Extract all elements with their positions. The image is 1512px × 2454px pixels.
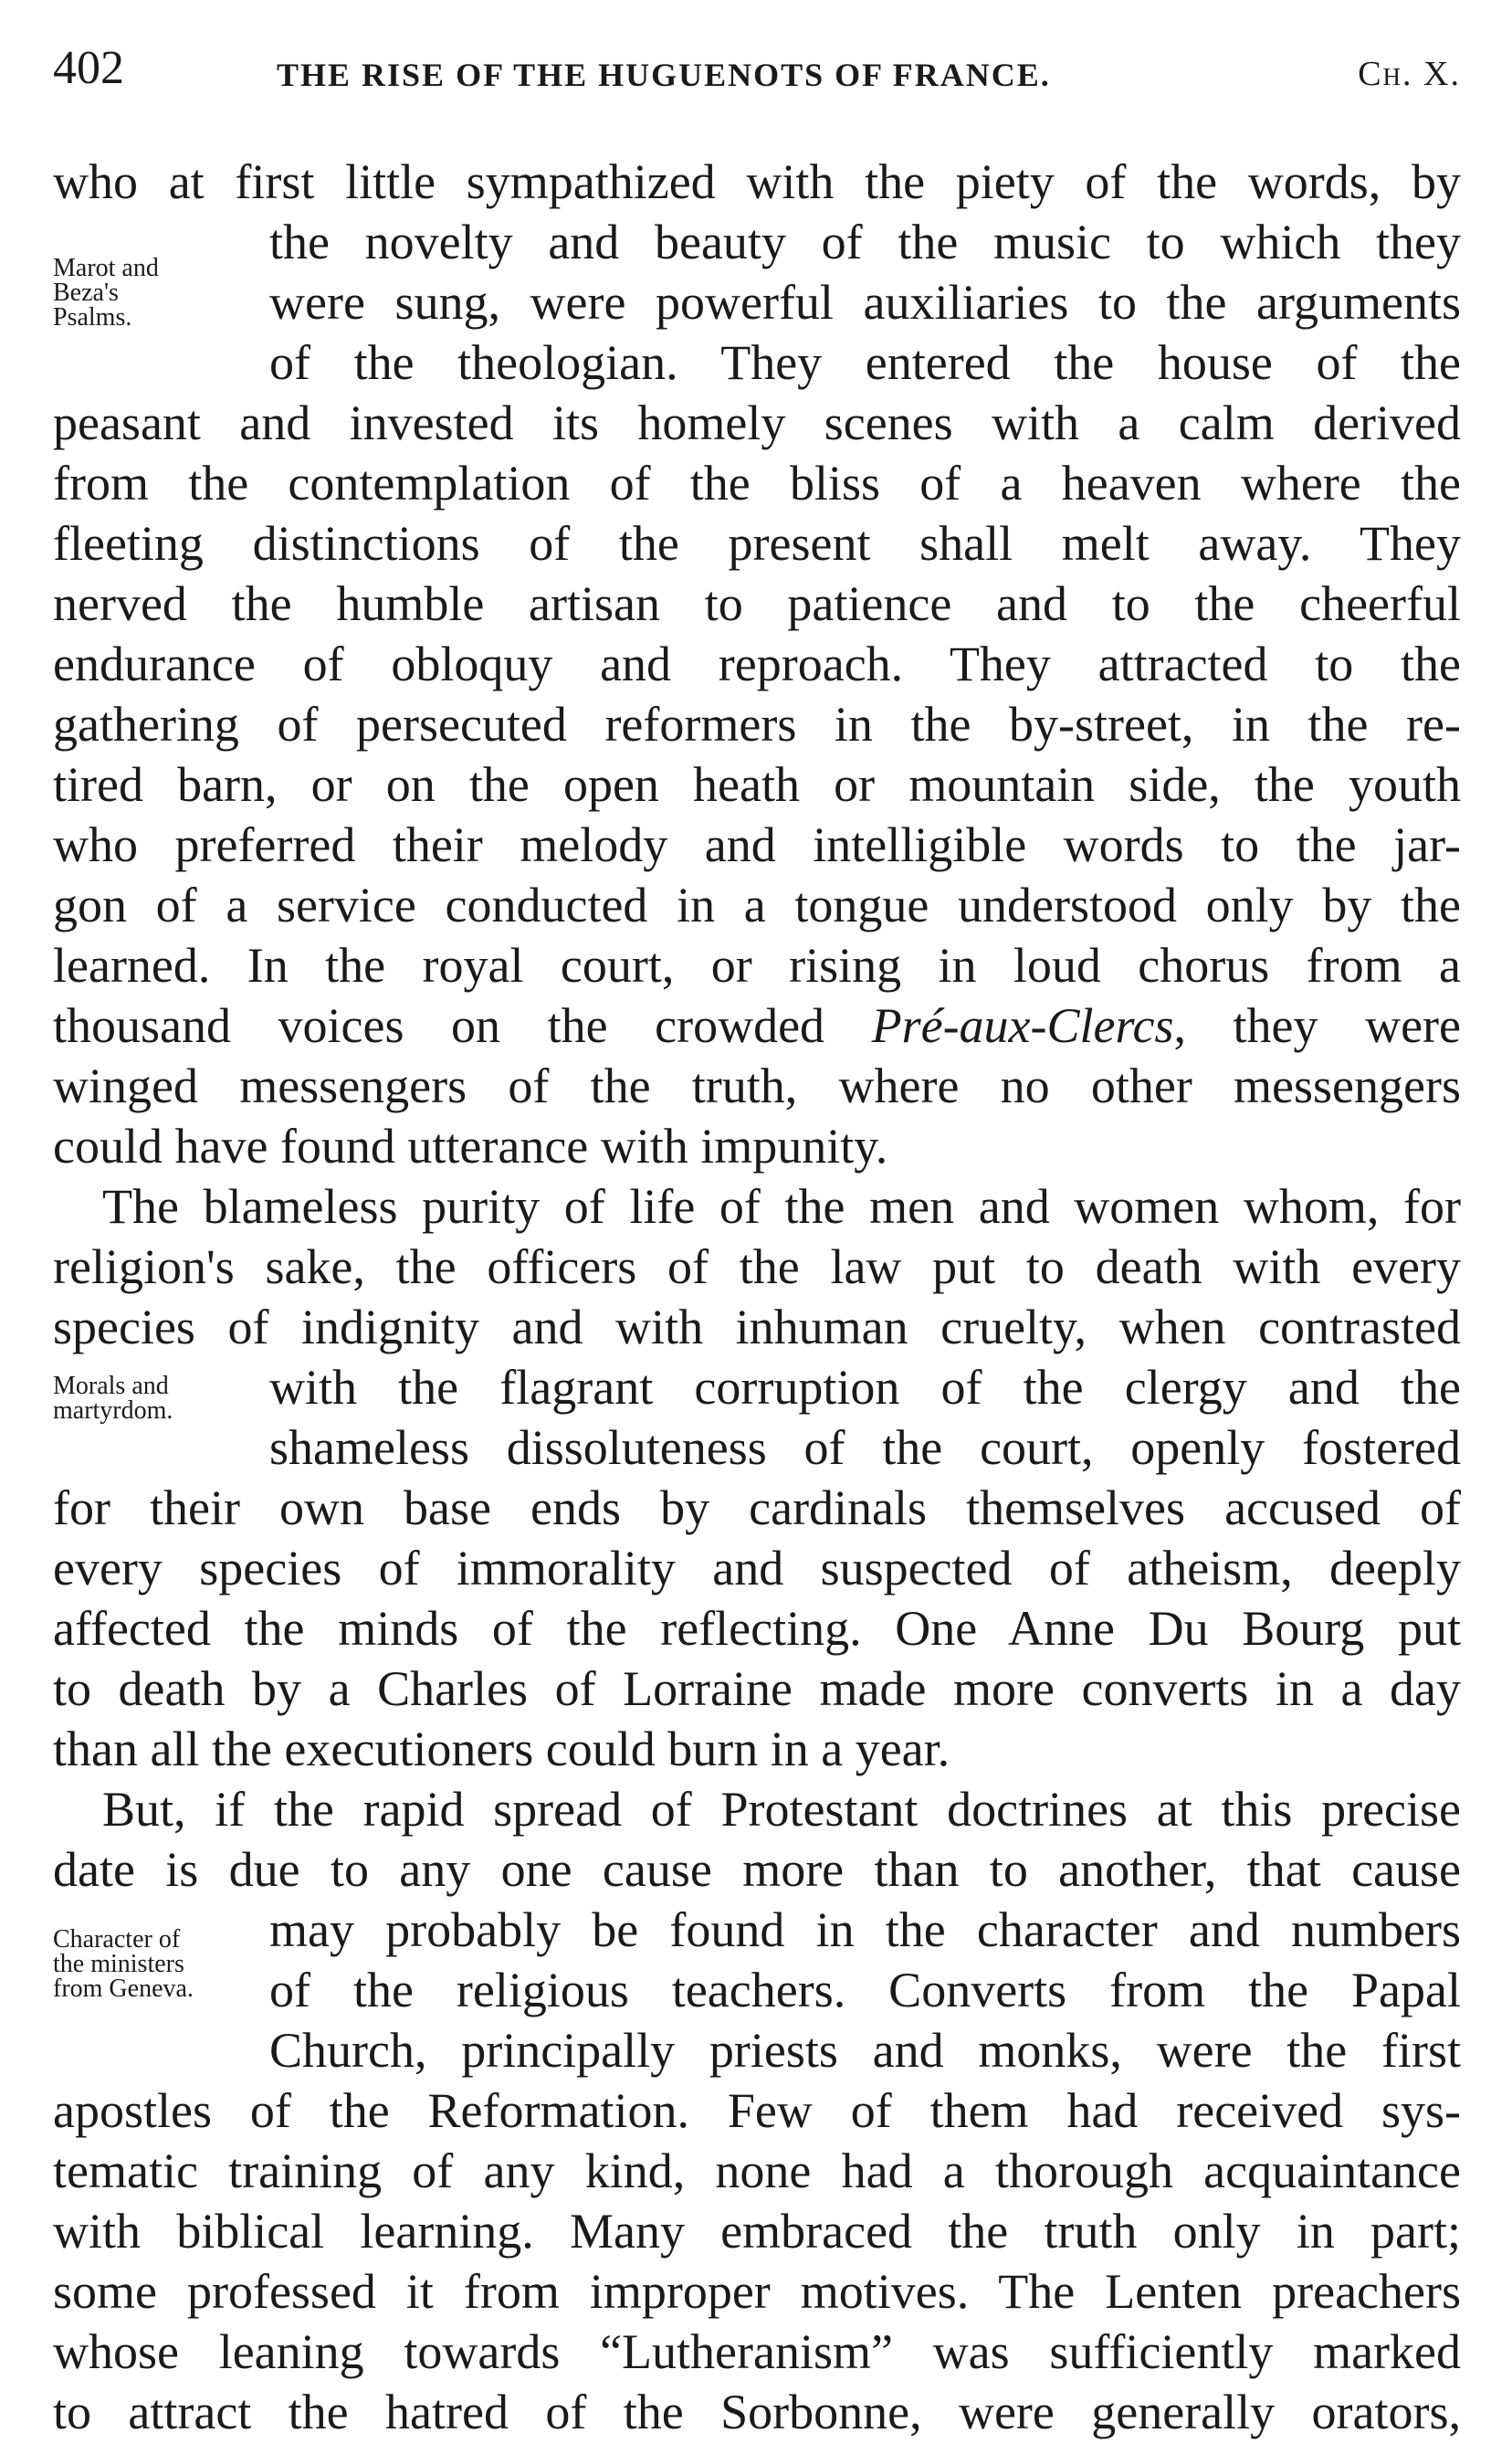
text-line: The blameless purity of life of the men and women whom, for: [102, 1179, 1461, 1234]
text-line: religion's sake, the officers of the law put to death with every: [53, 1239, 1461, 1294]
place-name: Pré-aux-Clercs: [871, 998, 1174, 1053]
text-line: for their own base ends by cardinals themselves accused of: [53, 1480, 1461, 1535]
text-line: winged messengers of the truth, where no other messengers: [53, 1058, 1461, 1113]
margin-note-line: from Geneva.: [53, 1975, 194, 2003]
text-line: may probably be found in the character and numbers: [269, 1902, 1461, 1957]
text-line: tematic training of any kind, none had a thorough acquaintance: [53, 2143, 1461, 2198]
text-line: than all the executioners could burn in a year.: [53, 1722, 950, 1776]
text-line: thousand voices on the crowded Pré-aux-Clercs, they were: [53, 998, 1461, 1053]
text-line: species of indignity and with inhuman cruelty, when contrasted: [53, 1300, 1461, 1354]
margin-note-morals: [53, 1374, 173, 1423]
text-line: of the religious teachers. Converts from the Papal: [269, 1963, 1461, 2017]
page-number: 402: [53, 42, 124, 94]
text-line: affected the minds of the reflecting. One Anne Du Bourg put: [53, 1601, 1461, 1656]
text-line: tired barn, or on the open heath or mountain side, the youth: [53, 757, 1461, 812]
text-line: could have found utterance with impunity.: [53, 1119, 888, 1174]
text-line: apostles of the Reformation. Few of them had received sys-: [53, 2083, 1461, 2138]
text-line: were sung, were powerful auxiliaries to the arguments: [269, 275, 1461, 330]
text-line: the novelty and beauty of the music to which they: [269, 215, 1461, 269]
text-line: who at first little sympathized with the piety of the words, by: [53, 154, 1461, 209]
text-line: fleeting distinctions of the present shall melt away. They: [53, 516, 1461, 571]
text-line: of the theologian. They entered the house of the: [269, 335, 1461, 390]
text-line: endurance of obloquy and reproach. They attracted to the: [53, 637, 1461, 691]
margin-note-line: Morals and: [53, 1372, 169, 1400]
margin-note-marot: [53, 256, 159, 330]
text-line: gathering of persecuted reformers in the by-street, in the re-: [53, 697, 1461, 752]
text-line: with biblical learning. Many embraced the truth only in part;: [53, 2204, 1461, 2259]
margin-note-line: the ministers: [53, 1950, 184, 1978]
chapter-reference: Ch. X.: [1358, 55, 1461, 93]
text-line: nerved the humble artisan to patience and to the cheerful: [53, 576, 1461, 631]
text-line: whose leaning towards “Lutheranism” was sufficiently marked: [53, 2324, 1461, 2379]
margin-note-line: Marot and: [53, 254, 159, 282]
text-line: with the flagrant corruption of the clergy and the: [269, 1360, 1461, 1415]
text-line: peasant and invested its homely scenes with a calm derived: [53, 395, 1461, 450]
text-line: to death by a Charles of Lorraine made more converts in a day: [53, 1661, 1461, 1716]
text-line: Church, principally priests and monks, were the first: [269, 2023, 1461, 2078]
text-line: date is due to any one cause more than to another, that cause: [53, 1842, 1461, 1897]
margin-note-line: martyrdom.: [53, 1396, 173, 1425]
margin-note-line: Beza's: [53, 279, 119, 307]
running-head: THE RISE OF THE HUGUENOTS OF FRANCE.: [277, 57, 1051, 93]
text-line: some professed it from improper motives. The Lenten preachers: [53, 2264, 1461, 2319]
text-line: from the contemplation of the bliss of a heaven where the: [53, 456, 1461, 511]
text-line: to attract the hatred of the Sorbonne, were generally orators,: [53, 2385, 1461, 2439]
page-header: [53, 41, 1461, 105]
margin-note-line: Character of: [53, 1925, 181, 1954]
text-line: who preferred their melody and intelligible words to the jar-: [53, 817, 1461, 872]
text-line: every species of immorality and suspected of atheism, deeply: [53, 1541, 1461, 1596]
text-line: gon of a service conducted in a tongue understood only by the: [53, 878, 1461, 932]
text-line: shameless dissoluteness of the court, openly fostered: [269, 1420, 1461, 1475]
text-line: learned. In the royal court, or rising in loud chorus from a: [53, 938, 1461, 993]
margin-note-line: Psalms.: [53, 303, 132, 332]
margin-note-ministers: [53, 1927, 194, 2001]
text-line: But, if the rapid spread of Protestant doctrines at this precise: [102, 1782, 1461, 1837]
